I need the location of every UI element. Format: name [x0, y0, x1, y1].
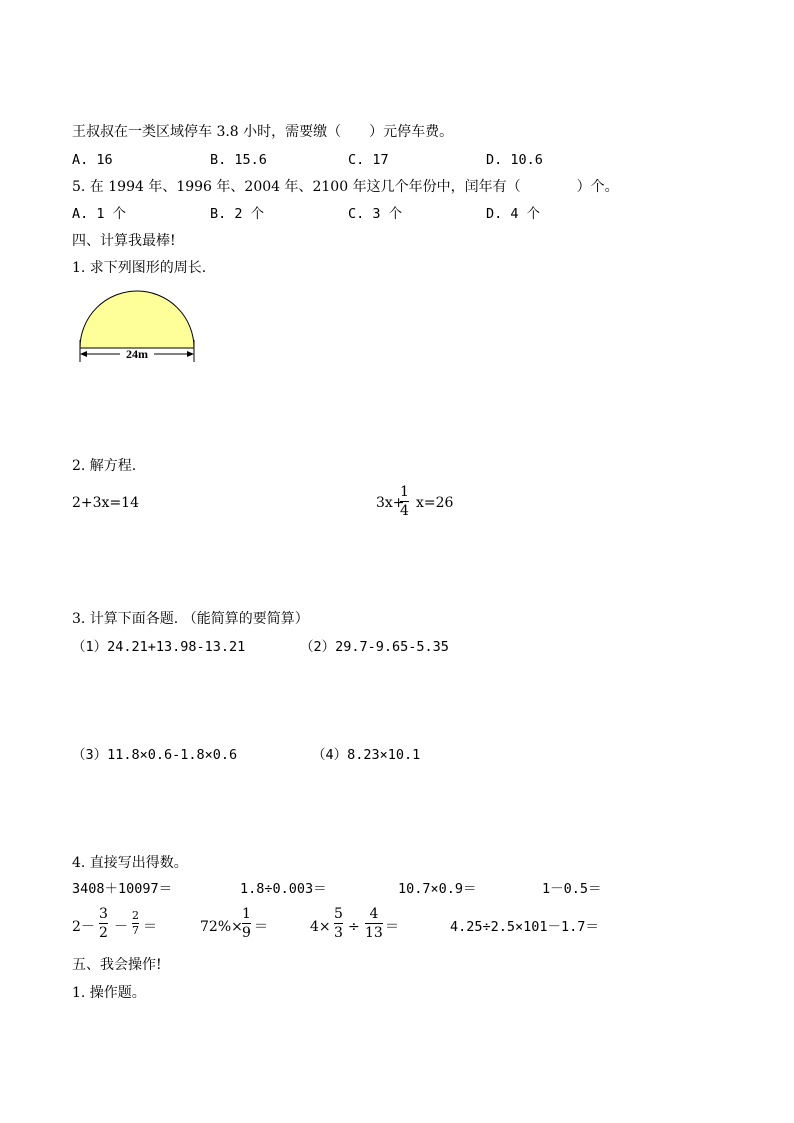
fraction-numerator: 4 — [369, 906, 379, 922]
fraction-numerator: 2 — [132, 909, 139, 922]
oral-calc-5-fraction-2 — [132, 910, 139, 937]
arrowhead-right — [187, 351, 194, 357]
dimension-label: 24m — [126, 347, 148, 361]
oral-calc-7-lead: 4× — [310, 919, 331, 935]
problem-3-title: 3. 计算下面各题. （能简算的要简算） — [72, 611, 309, 627]
section-5-problem-1-title: 1. 操作题。 — [72, 985, 146, 1001]
problem-1-title: 1. 求下列图形的周长. — [72, 260, 207, 276]
oral-calc-7-equals: ＝ — [385, 919, 399, 935]
fraction-bar — [334, 923, 343, 924]
fraction-denominator: 3 — [334, 925, 343, 941]
oral-calc-5-equals: ＝ — [143, 919, 157, 935]
oral-calc-3: 10.7×0.9＝ — [398, 881, 477, 897]
oral-calc-6-fraction — [242, 906, 251, 941]
fraction-denominator: 7 — [132, 924, 139, 937]
q4-option-d: D. 10.6 — [486, 152, 543, 168]
calc-item-2: （2）29.7-9.65-5.35 — [300, 639, 449, 655]
q5-option-c: C. 3 个 — [348, 206, 403, 222]
fraction-bar — [242, 923, 251, 924]
fraction-bar — [99, 923, 108, 924]
q5-option-a: A. 1 个 — [72, 206, 127, 222]
question-4-text: 王叔叔在一类区域停车 3.8 小时，需要缴（ ）元停车费。 — [72, 124, 454, 140]
oral-calc-8: 4.25÷2.5×101－1.7＝ — [450, 919, 599, 935]
semicircle-shape — [80, 291, 194, 348]
fraction-numerator: 5 — [334, 906, 343, 922]
oral-calc-5-operator: － — [114, 919, 128, 935]
problem-4-title: 4. 直接写出得数。 — [72, 855, 188, 871]
calc-item-4: （4）8.23×10.1 — [312, 747, 421, 763]
q5-option-d: D. 4 个 — [486, 206, 541, 222]
oral-calc-2: 1.8÷0.003＝ — [240, 881, 327, 897]
fraction-bar — [365, 923, 383, 924]
oral-calc-5-lead: 2－ — [72, 919, 95, 935]
fraction-denominator: 9 — [242, 925, 251, 941]
oral-calc-4: 1－0.5＝ — [542, 881, 602, 897]
fraction-numerator: 1 — [242, 906, 251, 922]
fraction-denominator: 2 — [99, 925, 108, 941]
oral-calc-6-lead: 72%× — [200, 919, 243, 935]
q4-option-b: B. 15.6 — [210, 152, 267, 168]
calc-item-3: （3）11.8×0.6-1.8×0.6 — [72, 747, 238, 763]
oral-calc-7-operator: ÷ — [348, 919, 360, 935]
section-4-title: 四、计算我最棒! — [72, 233, 176, 249]
q4-option-c: C. 17 — [348, 152, 389, 168]
fraction-bar — [400, 501, 409, 502]
calc-item-1: （1）24.21+13.98-13.21 — [72, 639, 246, 655]
equation-2-fraction — [400, 484, 409, 519]
question-5-text: 5. 在 1994 年、1996 年、2004 年、2100 年这几个年份中，闰年有（ ）个。 — [72, 179, 619, 195]
fraction-denominator: 4 — [400, 503, 409, 519]
oral-calc-7-fraction-1 — [334, 906, 343, 941]
equation-1: 2+3x=14 — [72, 495, 139, 511]
arrowhead-left — [80, 351, 87, 357]
fraction-numerator: 1 — [400, 484, 409, 500]
semicircle-figure — [74, 286, 200, 366]
q4-option-a: A. 16 — [72, 152, 113, 168]
fraction-numerator: 3 — [99, 906, 108, 922]
section-5-title: 五、我会操作! — [72, 957, 162, 973]
problem-2-title: 2. 解方程. — [72, 458, 137, 474]
equation-2-prefix: 3x+ — [376, 495, 405, 511]
oral-calc-5-fraction-1 — [99, 906, 108, 941]
q5-option-b: B. 2 个 — [210, 206, 265, 222]
fraction-denominator: 13 — [365, 925, 383, 941]
oral-calc-1: 3408＋10097＝ — [72, 881, 173, 897]
oral-calc-6-equals: ＝ — [254, 919, 268, 935]
equation-2-suffix: x=26 — [416, 495, 454, 511]
oral-calc-7-fraction-2 — [365, 906, 383, 941]
